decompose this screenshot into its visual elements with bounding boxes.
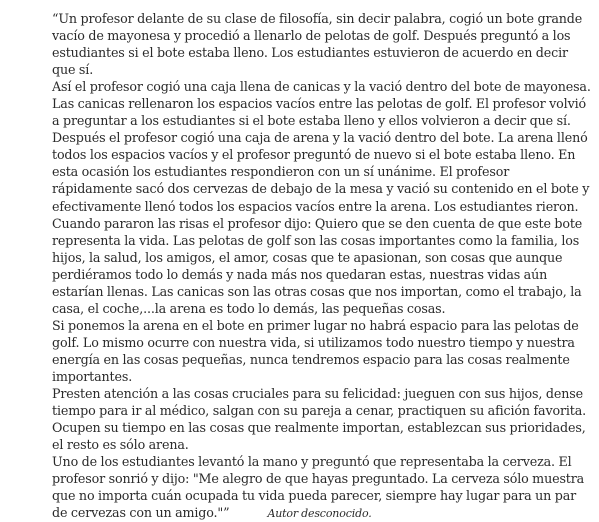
paragraph-5: Si ponemos la arena en el bote en primer lugar no habrá espacio para las pelotas de golf. Lo mismo ocurre con nuestra vida, si utilizamos todo nuestro tiempo y nuestra energía en las cosas pequeñas, nunca tendremos espacio para las cosas realmente importantes. — [52, 317, 579, 384]
paragraph-7-text: Uno de los estudiantes levantó la mano y preguntó que representaba la cerveza. El profesor sonrió y dijo: "Me alegro de que hayas preguntado. La cerveza sólo muestra que no importa cuán ocupada tu vida pueda parecer, siempre hay lugar para un par de cervezas con un amigo."” — [52, 454, 585, 521]
paragraph-7 — [52, 453, 592, 522]
attribution: Autor desconocido. — [267, 507, 372, 521]
paragraph-3: Después el profesor cogió una caja de arena y la vació dentro del bote. La arena llenó todos los espacios vacíos y el profesor preguntó de nuevo si el bote estaba lleno. En esta ocasión los estudiantes respondieron con un sí unánime. El profesor rápidamente sacó dos cervezas de debajo de la mesa y vació su contenido en el bote y efectivamente llenó todos los espacios vacíos entre la arena. Los estudiantes rieron. — [52, 130, 590, 214]
paragraph-4: Cuando pararon las risas el profesor dijo: Quiero que se den cuenta de que este bote representa la vida. Las pelotas de golf son las cosas importantes como la familia, los hijos, la salud, los amigos, el amor, cosas que te apasionan, son cosas que aunque perdiéramos todo lo demás y nada más nos quedaran estas, nuestras vidas aún estarían llenas. Las canicas son las otras cosas que nos importan, como el trabajo, la casa, el coche,...la arena es todo lo demás, las pequeñas cosas. — [52, 215, 583, 316]
document-body — [52, 10, 592, 522]
paragraph-6: Presten atención a las cosas cruciales para su felicidad: jueguen con sus hijos, dense tiempo para ir al médico, salgan con su pareja a cenar, practiquen su afición favorita. Ocupen su tiempo en las cosas que realmente importan, establezcan sus prioridades, el resto es sólo arena. — [52, 386, 587, 453]
paragraph-1: “Un profesor delante de su clase de filosofía, sin decir palabra, cogió un bote grande vacío de mayonesa y procedió a llenarlo de pelotas de golf. Después preguntó a los estudiantes si el bote estaba lleno. Los estudiantes estuvieron de acuerdo en decir que sí. — [52, 11, 583, 78]
paragraph-2: Así el profesor cogió una caja llena de canicas y la vació dentro del bote de mayonesa. Las canicas rellenaron los espacios vacíos entre las pelotas de golf. El profesor volvió a preguntar a los estudiantes si el bote estaba lleno y ellos volvieron a decir que sí. — [52, 79, 591, 129]
